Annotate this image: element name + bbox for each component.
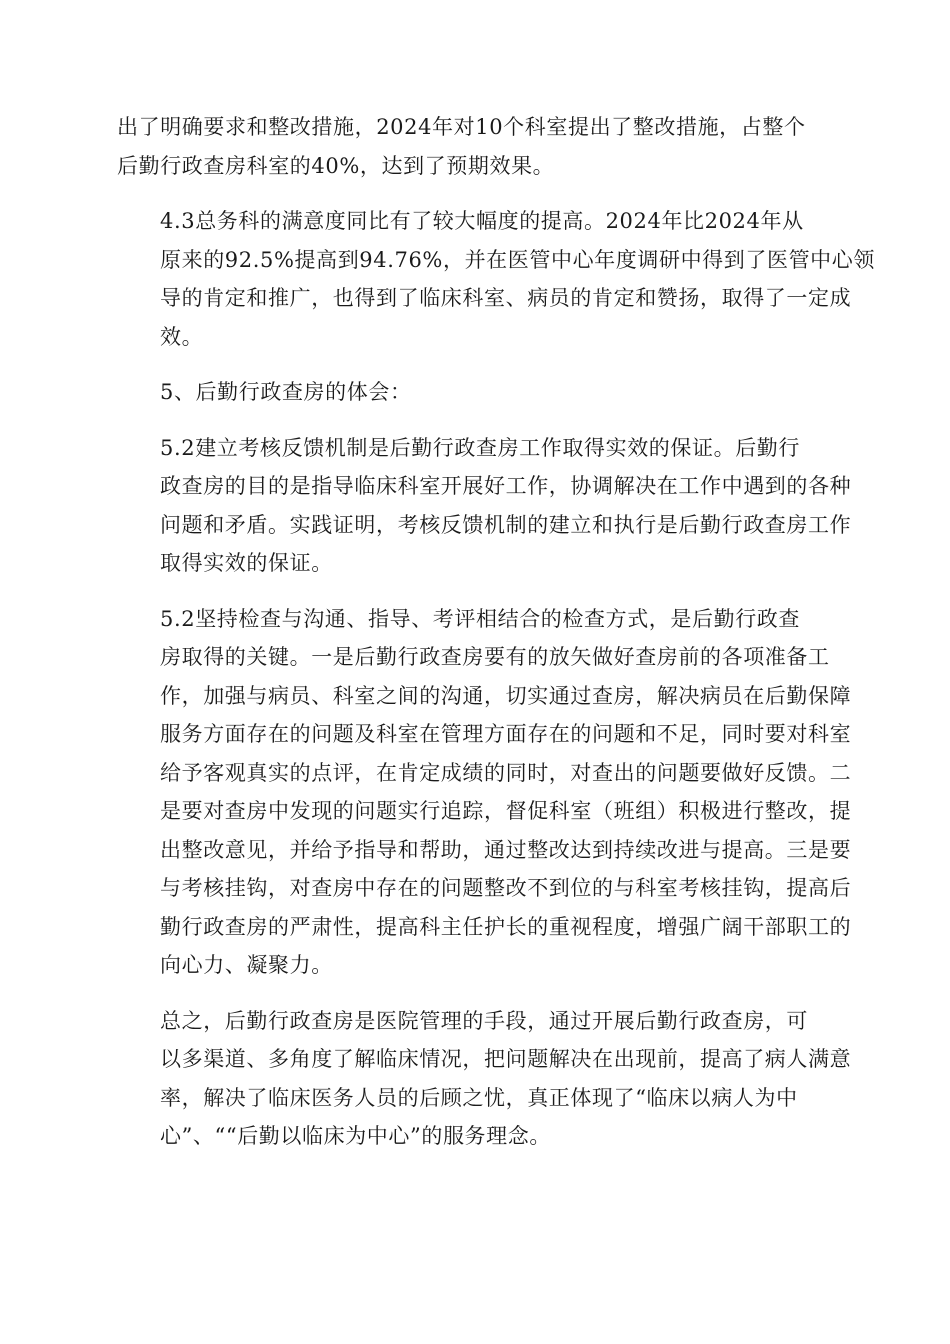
- text-line: 以多渠道、多角度了解临床情况，把问题解决在出现前，提高了病人满意: [160, 1047, 852, 1071]
- paragraph-5-2-inspection: [117, 600, 852, 985]
- paragraph-continued: [117, 108, 832, 185]
- document-body: [117, 108, 875, 1173]
- text-line: 心”、““后勤以临床为中心”的服务理念。: [160, 1124, 551, 1148]
- paragraph-4-3: [117, 202, 875, 356]
- text-line: 出整改意见，并给予指导和帮助，通过整改达到持续改进与提高。三是要: [160, 837, 852, 862]
- text-line: 服务方面存在的问题及科室在管理方面存在的问题和不足，同时要对科室: [160, 722, 852, 746]
- text-line: 4.3总务科的满意度同比有了较大幅度的提高。2024年比2024年从: [160, 209, 804, 233]
- section-heading-5: [117, 373, 832, 412]
- text-line: 5.2坚持检查与沟通、指导、考评相结合的检查方式，是后勤行政查: [160, 606, 800, 631]
- text-line: 效。: [160, 324, 204, 349]
- text-line: 房取得的关键。一是后勤行政查房要有的放矢做好查房前的各项准备工: [160, 645, 830, 669]
- text-line: 总之，后勤行政查房是医院管理的手段，通过开展后勤行政查房，可: [160, 1008, 808, 1033]
- text-line: 政查房的目的是指导临床科室开展好工作，协调解决在工作中遇到的各种: [160, 474, 852, 498]
- text-line: 5.2建立考核反馈机制是后勤行政查房工作取得实效的保证。后勤行: [160, 435, 800, 460]
- text-line: 勤行政查房的严肃性，提高科主任护长的重视程度，增强广阔干部职工的: [160, 914, 852, 939]
- text-line: 是要对查房中发现的问题实行追踪，督促科室（班组）积极进行整改，提: [160, 799, 852, 823]
- text-line: 与考核挂钩，对查房中存在的问题整改不到位的与科室考核挂钩，提高后: [160, 876, 852, 900]
- text-line: 问题和矛盾。实践证明，考核反馈机制的建立和执行是后勤行政查房工作: [160, 512, 852, 537]
- text-line: 向心力、凝聚力。: [160, 953, 333, 977]
- text-line: 原来的92.5%提高到94.76%，并在医管中心年度调研中得到了医管中心领: [160, 247, 875, 272]
- text-line: 后勤行政查房科室的40%，达到了预期效果。: [117, 153, 555, 178]
- text-line: 率，解决了临床医务人员的后顾之忧，真正体现了“临床以病人为中: [160, 1085, 798, 1110]
- paragraph-summary: [117, 1002, 852, 1156]
- text-line: 作，加强与病员、科室之间的沟通，切实通过查房，解决病员在后勤保障: [160, 683, 852, 708]
- text-line: 出了明确要求和整改措施，2024年对10个科室提出了整改措施，占整个: [117, 115, 806, 139]
- text-line: 取得实效的保证。: [160, 551, 333, 575]
- text-line: 给予客观真实的点评，在肯定成绩的同时，对查出的问题要做好反馈。二: [160, 760, 852, 785]
- text-line: 导的肯定和推广，也得到了临床科室、病员的肯定和赞扬，取得了一定成: [160, 286, 852, 310]
- text-line: 5、后勤行政查房的体会：: [160, 380, 412, 404]
- paragraph-5-2-feedback: [117, 429, 852, 583]
